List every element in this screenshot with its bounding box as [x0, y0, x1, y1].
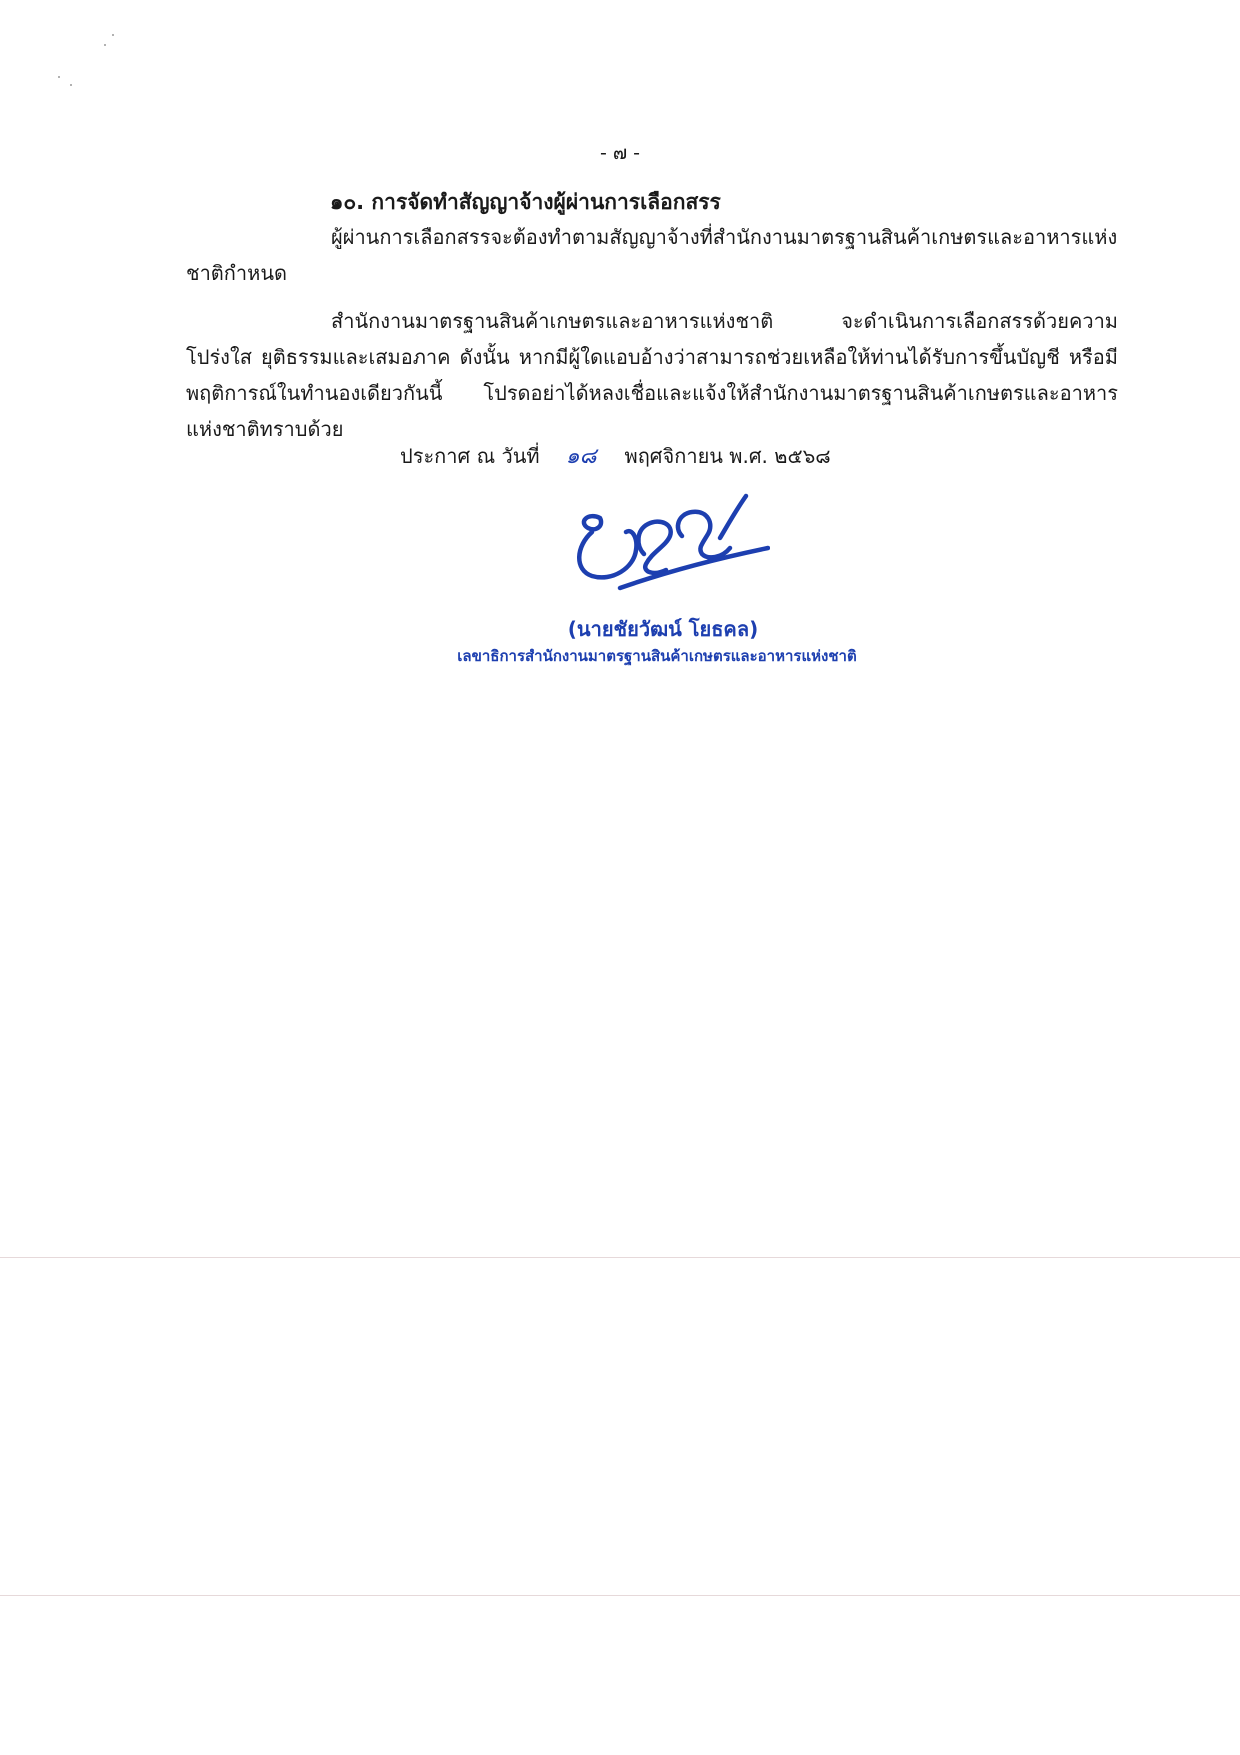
scan-speck: [104, 44, 106, 46]
signatory-title: เลขาธิการสำนักงานมาตรฐานสินค้าเกษตรและอาหารแห่งชาติ: [457, 647, 857, 665]
announcement-month-year: พฤศจิกายน พ.ศ. ๒๕๖๘: [624, 444, 831, 468]
scan-speck: [70, 84, 72, 86]
handwritten-signature: [570, 488, 770, 598]
signatory-name: (นายชัยวัฒน์ โยธคล): [567, 617, 759, 641]
fold-line: [0, 1595, 1240, 1596]
section-heading: ๑๐. การจัดทำสัญญาจ้างผู้ผ่านการเลือกสรร: [330, 190, 721, 214]
fold-line: [0, 1257, 1240, 1258]
contract-paragraph: ผู้ผ่านการเลือกสรรจะต้องทำตามสัญญาจ้างที่สำนักงานมาตรฐานสินค้าเกษตรและอาหารแห่งชาติกำหนด: [186, 225, 1118, 285]
page-number: - ๗ -: [599, 142, 641, 164]
scan-speck: [112, 34, 114, 36]
notice-paragraph: สำนักงานมาตรฐานสินค้าเกษตรและอาหารแห่งชาติ จะดำเนินการเลือกสรรด้วยความโปร่งใส ยุติธรรมและเสมอภาค ดังนั้น หากมีผู้ใดแอบอ้างว่าสามารถช่วยเหลือให้ท่านได้รับการขึ้นบัญชี หรือมีพฤติการณ์ในทำนองเดียวกันนี้ โปรดอย่าได้หลงเชื่อและแจ้งให้สำนักงานมาตรฐานสินค้าเกษตรและอาหารแห่งชาติทราบด้วย: [186, 309, 1118, 441]
announcement-day: ๑๘: [565, 444, 597, 469]
scan-speck: [58, 76, 60, 78]
announcement-date-line: [400, 438, 831, 473]
announcement-prefix: ประกาศ ณ วันที่: [400, 444, 540, 468]
